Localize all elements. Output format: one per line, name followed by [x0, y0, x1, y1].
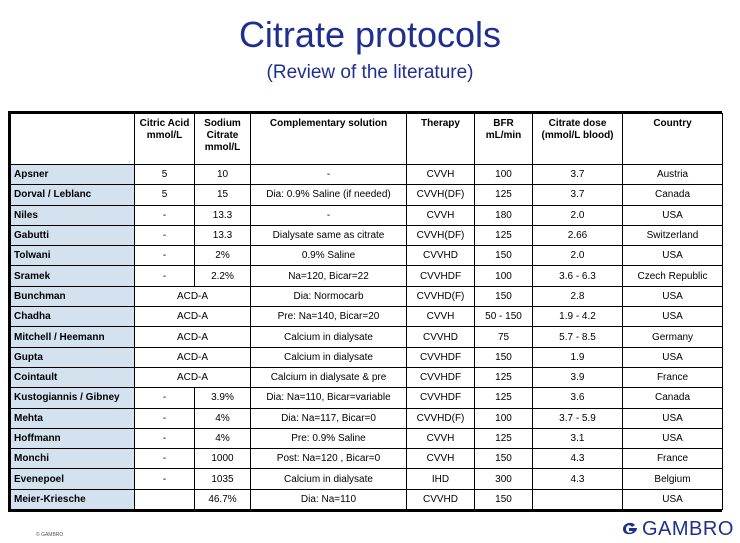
table-body [11, 165, 723, 510]
author-cell: Monchi [11, 449, 135, 469]
country-cell: France [623, 367, 723, 387]
author-cell: Dorval / Leblanc [11, 185, 135, 205]
citrate-dose-cell: 2.66 [533, 225, 623, 245]
table-row [11, 428, 723, 448]
citrate-dose-cell: 2.0 [533, 205, 623, 225]
therapy-cell: CVVH(DF) [407, 225, 475, 245]
bfr-cell: 150 [475, 489, 533, 509]
citric-acid-cell: - [135, 246, 195, 266]
complementary-solution-cell: - [251, 165, 407, 185]
author-cell: Kustogiannis / Gibney [11, 388, 135, 408]
complementary-solution-cell: Dia: Na=110 [251, 489, 407, 509]
table-row [11, 327, 723, 347]
citrate-dose-cell: 4.3 [533, 469, 623, 489]
table-row [11, 165, 723, 185]
column-header: Therapy [407, 114, 475, 165]
country-cell: USA [623, 307, 723, 327]
sodium-citrate-cell: 15 [195, 185, 251, 205]
citric-acid-cell [135, 489, 195, 509]
author-cell: Chadha [11, 307, 135, 327]
citric-acid-cell: - [135, 388, 195, 408]
country-cell: Canada [623, 185, 723, 205]
therapy-cell: CVVHD(F) [407, 286, 475, 306]
bfr-cell: 125 [475, 388, 533, 408]
sodium-citrate-cell: 1000 [195, 449, 251, 469]
table-row [11, 205, 723, 225]
column-header: Sodium Citrate mmol/L [195, 114, 251, 165]
therapy-cell: CVVH [407, 165, 475, 185]
therapy-cell: CVVHDF [407, 266, 475, 286]
complementary-solution-cell: Calcium in dialysate [251, 347, 407, 367]
author-cell: Evenepoel [11, 469, 135, 489]
author-cell: Gabutti [11, 225, 135, 245]
citric-acid-cell: - [135, 449, 195, 469]
author-cell: Cointault [11, 367, 135, 387]
acd-cell: ACD-A [135, 307, 251, 327]
complementary-solution-cell: Calcium in dialysate [251, 327, 407, 347]
complementary-solution-cell: Dia: Na=110, Bicar=variable [251, 388, 407, 408]
protocols-table [10, 113, 723, 510]
sodium-citrate-cell: 4% [195, 428, 251, 448]
citrate-dose-cell: 1.9 - 4.2 [533, 307, 623, 327]
sodium-citrate-cell: 46.7% [195, 489, 251, 509]
complementary-solution-cell: Dia: Na=117, Bicar=0 [251, 408, 407, 428]
citric-acid-cell: - [135, 266, 195, 286]
acd-cell: ACD-A [135, 347, 251, 367]
citrate-dose-cell: 5.7 - 8.5 [533, 327, 623, 347]
table-row [11, 449, 723, 469]
column-header: BFR mL/min [475, 114, 533, 165]
citric-acid-cell: 5 [135, 185, 195, 205]
author-cell: Sramek [11, 266, 135, 286]
citrate-dose-cell [533, 489, 623, 509]
bfr-cell: 125 [475, 225, 533, 245]
country-cell: USA [623, 246, 723, 266]
sodium-citrate-cell: 4% [195, 408, 251, 428]
gambro-logo-text: GAMBRO [642, 517, 734, 540]
therapy-cell: IHD [407, 469, 475, 489]
acd-cell: ACD-A [135, 286, 251, 306]
therapy-cell: CVVHDF [407, 388, 475, 408]
author-cell: Mehta [11, 408, 135, 428]
author-cell: Hoffmann [11, 428, 135, 448]
author-cell: Apsner [11, 165, 135, 185]
citrate-dose-cell: 3.7 - 5.9 [533, 408, 623, 428]
bfr-cell: 150 [475, 286, 533, 306]
header-author [11, 114, 135, 165]
complementary-solution-cell: Dia: 0.9% Saline (if needed) [251, 185, 407, 205]
complementary-solution-cell: 0.9% Saline [251, 246, 407, 266]
citrate-dose-cell: 2.0 [533, 246, 623, 266]
bfr-cell: 100 [475, 408, 533, 428]
country-cell: Canada [623, 388, 723, 408]
sodium-citrate-cell: 13.3 [195, 225, 251, 245]
therapy-cell: CVVH [407, 449, 475, 469]
bfr-cell: 125 [475, 185, 533, 205]
bfr-cell: 150 [475, 246, 533, 266]
protocols-table-wrap [8, 111, 722, 512]
complementary-solution-cell: Pre: 0.9% Saline [251, 428, 407, 448]
country-cell: Austria [623, 165, 723, 185]
citrate-dose-cell: 4.3 [533, 449, 623, 469]
table-header-row [11, 114, 723, 165]
bfr-cell: 100 [475, 165, 533, 185]
complementary-solution-cell: Pre: Na=140, Bicar=20 [251, 307, 407, 327]
table-row [11, 286, 723, 306]
country-cell: USA [623, 286, 723, 306]
complementary-solution-cell: Dia: Normocarb [251, 286, 407, 306]
bfr-cell: 300 [475, 469, 533, 489]
table-row [11, 388, 723, 408]
bfr-cell: 100 [475, 266, 533, 286]
citric-acid-cell: - [135, 469, 195, 489]
bfr-cell: 125 [475, 367, 533, 387]
citrate-dose-cell: 3.7 [533, 165, 623, 185]
citric-acid-cell: - [135, 428, 195, 448]
sodium-citrate-cell: 10 [195, 165, 251, 185]
table-row [11, 266, 723, 286]
country-cell: Germany [623, 327, 723, 347]
citrate-dose-cell: 3.6 [533, 388, 623, 408]
citrate-dose-cell: 3.1 [533, 428, 623, 448]
citrate-dose-cell: 3.9 [533, 367, 623, 387]
gambro-logo-icon [620, 519, 640, 539]
country-cell: Czech Republic [623, 266, 723, 286]
complementary-solution-cell: Calcium in dialysate [251, 469, 407, 489]
citric-acid-cell: - [135, 225, 195, 245]
bfr-cell: 150 [475, 347, 533, 367]
complementary-solution-cell: - [251, 205, 407, 225]
sodium-citrate-cell: 1035 [195, 469, 251, 489]
therapy-cell: CVVH [407, 428, 475, 448]
country-cell: France [623, 449, 723, 469]
country-cell: USA [623, 205, 723, 225]
bfr-cell: 180 [475, 205, 533, 225]
citric-acid-cell: 5 [135, 165, 195, 185]
therapy-cell: CVVH(DF) [407, 185, 475, 205]
column-header: Citric Acid mmol/L [135, 114, 195, 165]
table-row [11, 489, 723, 509]
sodium-citrate-cell: 13.3 [195, 205, 251, 225]
complementary-solution-cell: Dialysate same as citrate [251, 225, 407, 245]
complementary-solution-cell: Na=120, Bicar=22 [251, 266, 407, 286]
bfr-cell: 125 [475, 428, 533, 448]
author-cell: Bunchman [11, 286, 135, 306]
acd-cell: ACD-A [135, 367, 251, 387]
author-cell: Tolwani [11, 246, 135, 266]
sodium-citrate-cell: 2.2% [195, 266, 251, 286]
table-row [11, 185, 723, 205]
complementary-solution-cell: Post: Na=120 , Bicar=0 [251, 449, 407, 469]
author-cell: Niles [11, 205, 135, 225]
therapy-cell: CVVHD(F) [407, 408, 475, 428]
country-cell: Belgium [623, 469, 723, 489]
author-cell: Meier-Kriesche [11, 489, 135, 509]
bfr-cell: 50 - 150 [475, 307, 533, 327]
column-header: Complementary solution [251, 114, 407, 165]
bfr-cell: 75 [475, 327, 533, 347]
slide-title: Citrate protocols [238, 14, 502, 55]
country-cell: USA [623, 489, 723, 509]
sodium-citrate-cell: 2% [195, 246, 251, 266]
column-header: Citrate dose (mmol/L blood) [533, 114, 623, 165]
therapy-cell: CVVH [407, 307, 475, 327]
citric-acid-cell: - [135, 408, 195, 428]
table-row [11, 469, 723, 489]
author-cell: Gupta [11, 347, 135, 367]
therapy-cell: CVVHD [407, 246, 475, 266]
bfr-cell: 150 [475, 449, 533, 469]
therapy-cell: CVVHDF [407, 347, 475, 367]
complementary-solution-cell: Calcium in dialysate & pre [251, 367, 407, 387]
country-cell: USA [623, 428, 723, 448]
table-row [11, 307, 723, 327]
table-row [11, 347, 723, 367]
country-cell: USA [623, 347, 723, 367]
citrate-dose-cell: 3.6 - 6.3 [533, 266, 623, 286]
acd-cell: ACD-A [135, 327, 251, 347]
country-cell: USA [623, 408, 723, 428]
citric-acid-cell: - [135, 205, 195, 225]
therapy-cell: CVVHD [407, 489, 475, 509]
table-row [11, 246, 723, 266]
table-row [11, 225, 723, 245]
gambro-logo [620, 515, 734, 543]
therapy-cell: CVVHDF [407, 367, 475, 387]
citrate-dose-cell: 1.9 [533, 347, 623, 367]
author-cell: Mitchell / Heemann [11, 327, 135, 347]
therapy-cell: CVVH [407, 205, 475, 225]
therapy-cell: CVVHD [407, 327, 475, 347]
footer-copyright: © GAMBRO [36, 532, 64, 538]
citrate-dose-cell: 3.7 [533, 185, 623, 205]
country-cell: Switzerland [623, 225, 723, 245]
column-header: Country [623, 114, 723, 165]
citrate-dose-cell: 2.8 [533, 286, 623, 306]
sodium-citrate-cell: 3.9% [195, 388, 251, 408]
table-row [11, 367, 723, 387]
slide-subtitle: (Review of the literature) [266, 62, 474, 83]
table-row [11, 408, 723, 428]
